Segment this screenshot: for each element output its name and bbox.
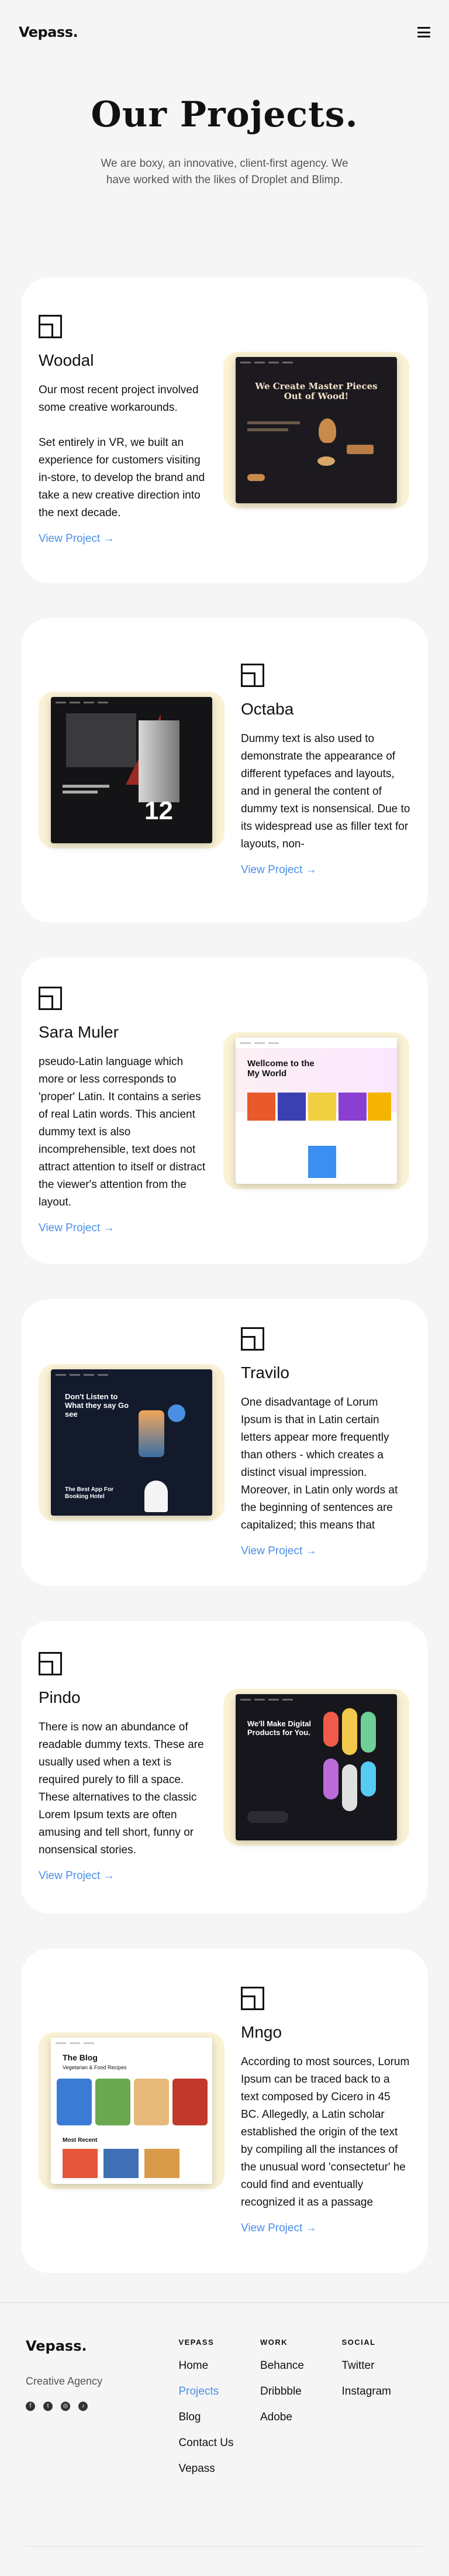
project-text	[39, 987, 208, 1235]
view-project-link[interactable]: View Project →	[241, 2222, 317, 2234]
project-thumbnail-frame	[39, 1364, 224, 1521]
projects-list	[0, 277, 449, 2273]
project-text	[241, 1327, 410, 1558]
project-description: pseudo-Latin language which more or less corresponds to 'proper' Latin. It contains a series of real Latin words. This ancient dummy text is also incomprehensible, text does not attract attention to itself or distract the viewer's attention from the layout.	[39, 1056, 206, 1208]
project-description: According to most sources, Lorum Ipsum can be traced back to a text composed by Cicero in 45 BC. Allegedly, a Latin scholar established the origin of the text by compiling all the instances of the unusual word 'consectetur' he could find and eventually recognized it as a passage	[241, 2056, 410, 2209]
footer-link-adobe[interactable]: Adobe	[260, 2411, 292, 2423]
instagram-icon[interactable]: ◎	[61, 2402, 70, 2411]
footer-link-projects[interactable]: Projects	[178, 2385, 219, 2398]
footer-link-twitter[interactable]: Twitter	[341, 2359, 375, 2372]
footer-column-heading: SOCIAL	[341, 2338, 376, 2347]
project-card-sara-muler	[21, 957, 428, 1264]
hero-description: We are boxy, an innovative, client-first agency. We have worked with the likes of Droplet and Blimp.	[101, 157, 348, 186]
project-description: One disadvantage of Lorum Ipsum is that in Latin certain letters appear more frequently than others - which creates a distinct visual impression. Moreover, in Latin only words at the beginning of sentences are capitalized; this means that	[241, 1396, 398, 1531]
footer-logo[interactable]: Vepass.	[26, 2338, 87, 2354]
screenshot-headline: We'll Make Digital Products for You.	[247, 1719, 312, 1737]
footer-tagline: Creative Agency	[26, 2375, 103, 2387]
project-thumbnail-frame	[39, 692, 224, 849]
hamburger-menu-icon[interactable]	[417, 27, 430, 37]
footer-brand	[26, 2338, 178, 2488]
project-thumbnail-frame	[223, 1032, 409, 1189]
project-mark-icon	[39, 1652, 62, 1675]
view-project-link[interactable]: View Project →	[241, 1545, 317, 1557]
project-description: There is now an abundance of readable dummy texts. These are usually used when a text is required purely to fill a space. These alternatives to the classic Lorem Ipsum texts are often amusing and tell short, funny or nonsensical stories.	[39, 1721, 204, 1856]
screenshot-section: Most Recent	[63, 2137, 98, 2144]
site-footer	[0, 2302, 449, 2576]
footer-column-social	[342, 2338, 424, 2488]
project-text	[39, 1652, 208, 1883]
page-title: Our Projects.	[91, 94, 358, 135]
screenshot-subheadline: Vegetarian & Food Recipes	[63, 2065, 127, 2070]
project-title: Mngo	[241, 2023, 282, 2041]
screenshot-subheadline: The Best App For Booking Hotel	[65, 1486, 113, 1500]
view-project-link[interactable]: View Project →	[241, 864, 317, 876]
footer-link-blog[interactable]: Blog	[178, 2411, 201, 2423]
footer-link-behance[interactable]: Behance	[260, 2359, 304, 2372]
footer-link-vepass[interactable]: Vepass	[178, 2462, 215, 2475]
screenshot-number: 12	[144, 796, 173, 825]
footer-link-home[interactable]: Home	[178, 2359, 209, 2372]
project-title: Travilo	[241, 1363, 289, 1382]
project-screenshot[interactable]	[51, 2038, 212, 2184]
project-screenshot[interactable]	[236, 357, 397, 503]
site-header	[0, 0, 449, 64]
view-project-link[interactable]: View Project →	[39, 533, 115, 545]
project-mark-icon	[39, 315, 62, 338]
screenshot-headline: Wellcome to the My World	[247, 1059, 315, 1079]
footer-column-heading: VEPASS	[178, 2338, 215, 2347]
project-text	[241, 664, 410, 877]
project-mark-icon	[241, 1327, 264, 1351]
project-title: Woodal	[39, 351, 94, 369]
project-card-pindo	[21, 1621, 428, 1914]
project-screenshot[interactable]	[236, 1038, 397, 1184]
project-text	[39, 315, 208, 545]
project-mark-icon	[241, 1987, 264, 2010]
project-card-woodal	[21, 277, 428, 583]
footer-column-heading: WORK	[260, 2338, 288, 2347]
project-screenshot[interactable]	[51, 1369, 212, 1516]
project-card-octaba	[21, 618, 428, 922]
project-description: Our most recent project involved some creative workarounds. Set entirely in VR, we built an experience for customers visiting in-store, to develop the brand and take a new creative direction into the next decade.	[39, 384, 205, 519]
footer-link-dribbble[interactable]: Dribbble	[260, 2385, 302, 2398]
project-screenshot[interactable]	[236, 1694, 397, 1840]
site-logo[interactable]: Vepass.	[19, 24, 78, 40]
facebook-icon[interactable]: f	[26, 2402, 35, 2411]
project-description: Dummy text is also used to demonstrate the appearance of different typefaces and layouts, and in general the content of dummy text is nonsensical. Due to its widespread use as filler text for layouts, non-	[241, 733, 410, 850]
view-project-link[interactable]: View Project →	[39, 1222, 115, 1234]
project-thumbnail-frame	[223, 352, 409, 509]
project-thumbnail-frame	[39, 2032, 224, 2189]
footer-link-contact[interactable]: Contact Us	[178, 2437, 234, 2449]
twitter-icon[interactable]: t	[43, 2402, 53, 2411]
project-thumbnail-frame	[223, 1689, 409, 1846]
tiktok-icon[interactable]: ♪	[78, 2402, 88, 2411]
screenshot-headline: The Blog	[63, 2053, 98, 2062]
view-project-link[interactable]: View Project →	[39, 1870, 115, 1882]
screenshot-headline: Don't Listen to What they say Go see	[65, 1392, 129, 1418]
footer-column-work	[260, 2338, 342, 2488]
project-card-travilo	[21, 1299, 428, 1586]
project-title: Sara Muler	[39, 1023, 119, 1041]
hero-section	[0, 64, 449, 277]
screenshot-headline: We Create Master Pieces Out of Wood!	[255, 381, 378, 402]
footer-column-vepass	[178, 2338, 260, 2488]
footer-divider	[26, 2546, 423, 2547]
project-screenshot[interactable]	[51, 697, 212, 843]
project-mark-icon	[241, 664, 264, 687]
project-title: Pindo	[39, 1688, 81, 1706]
project-mark-icon	[39, 987, 62, 1010]
project-card-mngo	[21, 1949, 428, 2273]
project-title: Octaba	[241, 700, 294, 718]
footer-social-icons	[26, 2402, 178, 2411]
project-text	[241, 1987, 410, 2235]
footer-link-instagram[interactable]: Instagram	[341, 2385, 391, 2398]
